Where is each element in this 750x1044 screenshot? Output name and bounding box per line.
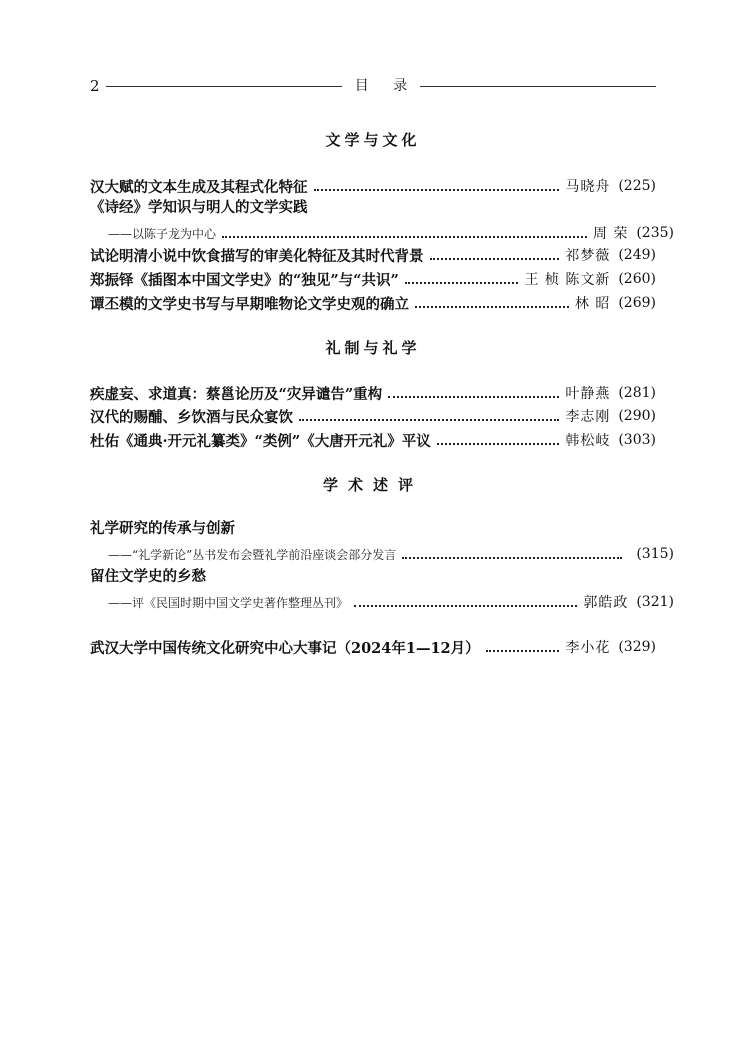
section-title-ritual: 礼制与礼学: [325, 339, 421, 357]
entry-page: (315): [636, 546, 674, 562]
leader-dots: [299, 419, 559, 421]
entry-author: 李志刚: [565, 409, 611, 425]
entry-author: 林 昭: [574, 296, 611, 312]
toc-entry[interactable]: [90, 429, 656, 451]
entry-title[interactable]: 《诗经》学知识与明人的文学实践: [90, 199, 308, 216]
entry-author: 叶静燕: [565, 386, 611, 402]
leader-dots: [430, 258, 560, 260]
header-title: 目 录: [354, 78, 418, 94]
entry-page: (269): [618, 295, 656, 311]
header-rule-right: [420, 86, 656, 87]
leader-dots: [314, 189, 560, 191]
entry-author: 祁梦薇: [565, 248, 611, 264]
entry-title: 谭丕模的文学史书写与早期唯物论文学史观的确立: [90, 295, 409, 313]
page-number: 2: [90, 77, 100, 95]
toc-entry[interactable]: [90, 405, 656, 427]
entry-subtitle: ——以陈子龙为中心: [108, 226, 217, 241]
toc-entry[interactable]: [90, 175, 656, 197]
section-title-literature-culture: 文学与文化: [325, 131, 421, 149]
page-header: [90, 76, 656, 96]
entry-title[interactable]: 留住文学史的乡愁: [90, 568, 206, 585]
leader-dots: [486, 650, 560, 652]
entry-page: (249): [618, 247, 656, 263]
entry-title: 汉代的赐酺、乡饮酒与民众宴饮: [90, 408, 293, 426]
entry-page: (290): [618, 408, 656, 424]
leader-dots: [222, 236, 587, 238]
toc-entry[interactable]: [90, 382, 656, 404]
entry-author: 李小花: [565, 640, 611, 656]
leader-dots: [405, 282, 519, 284]
leader-dots: [415, 306, 569, 308]
toc-entry[interactable]: [90, 591, 674, 613]
entry-page: (321): [636, 594, 674, 610]
leader-dots: [354, 605, 577, 607]
entry-page: (260): [618, 271, 656, 287]
toc-entry[interactable]: [90, 244, 656, 266]
entry-title: 疾虚妄、求道真：蔡邕论历及“灾异谴告”重构: [90, 385, 383, 403]
entry-page: (329): [618, 639, 656, 655]
entry-title: 汉大赋的文本生成及其程式化特征: [90, 178, 308, 196]
header-rule-left: [106, 86, 342, 87]
entry-page: (303): [618, 432, 656, 448]
leader-dots: [437, 443, 560, 445]
toc-entry[interactable]: [90, 222, 674, 244]
toc-entry[interactable]: [90, 292, 656, 314]
toc-entry[interactable]: [90, 543, 674, 565]
entry-title[interactable]: 礼学研究的传承与创新: [90, 520, 235, 537]
entry-author: 郭皓政: [583, 595, 629, 611]
entry-subtitle: ——“礼学新论”丛书发布会暨礼学前沿座谈会部分发言: [108, 547, 397, 562]
entry-page: (225): [618, 178, 656, 194]
section-title-review: 学术述评: [322, 476, 423, 494]
entry-author: 马晓舟: [565, 179, 611, 195]
entry-title: 杜佑《通典·开元礼纂类》“类例”《大唐开元礼》平议: [90, 432, 431, 450]
entry-title: 郑振铎《插图本中国文学史》的“独见”与“共识”: [90, 271, 399, 289]
entry-page: (281): [618, 385, 656, 401]
entry-author: 周 荣: [592, 226, 629, 242]
entry-author: 王 桢 陈文新: [524, 272, 611, 288]
toc-entry[interactable]: [90, 268, 656, 290]
entry-subtitle: ——评《民国时期中国文学史著作整理丛刊》: [108, 595, 349, 610]
entry-title: 武汉大学中国传统文化研究中心大事记（2024年1—12月）: [90, 639, 480, 657]
entry-title: 试论明清小说中饮食描写的审美化特征及其时代背景: [90, 247, 424, 265]
leader-dots: [388, 396, 559, 398]
leader-dots: [402, 557, 622, 559]
toc-entry[interactable]: [90, 636, 656, 658]
entry-page: (235): [636, 225, 674, 241]
entry-author: 韩松岐: [565, 433, 611, 449]
